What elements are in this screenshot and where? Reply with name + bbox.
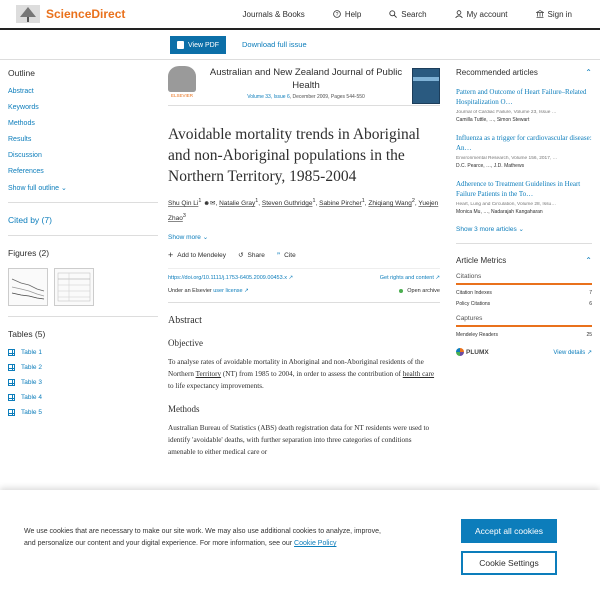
view-pdf-button[interactable]	[170, 36, 226, 54]
figure-thumbnail-1[interactable]	[8, 268, 48, 306]
recommended-title: Recommended articles	[456, 68, 538, 77]
cookie-banner	[0, 490, 600, 600]
figure-thumbnail-2[interactable]	[54, 268, 94, 306]
article-main	[168, 66, 440, 458]
table-link-label: Table 3	[21, 379, 42, 386]
elsevier-logo[interactable]	[168, 66, 196, 100]
elsevier-tree-icon	[168, 66, 196, 92]
author-link[interactable]	[219, 200, 255, 207]
doi-link[interactable]	[168, 275, 293, 281]
plumx-icon	[456, 348, 464, 356]
author-name: Shu Qin Li	[168, 200, 199, 208]
objective-text: (NT) from 1985 to 2004, in order to assess the contribution of	[221, 370, 403, 379]
outline-item-methods[interactable]: Methods	[8, 120, 35, 127]
author-affiliation: 1	[312, 198, 316, 204]
publisher-name: ELSEVIER	[170, 93, 193, 98]
license-row	[168, 288, 440, 303]
metric-label: Citation Indexes	[456, 290, 492, 296]
cited-by-link[interactable]: Cited by (7)	[8, 215, 52, 225]
abstract-heading: Abstract	[168, 315, 202, 327]
outline-item-discussion[interactable]: Discussion	[8, 152, 42, 159]
doi-row	[168, 268, 440, 281]
show-full-outline-label: Show full outline	[8, 185, 59, 192]
objective-text: to life expectancy improvements.	[168, 382, 264, 391]
outline-item-results[interactable]: Results	[8, 136, 32, 143]
cite-button[interactable]	[277, 250, 296, 260]
captures-category: Captures	[456, 315, 592, 327]
table-link-label: Table 5	[21, 409, 42, 416]
outline-item-keywords[interactable]: Keywords	[8, 104, 39, 111]
view-details-link[interactable]	[553, 349, 592, 356]
search-icon	[389, 10, 397, 18]
user-license-text: user license	[213, 288, 243, 295]
plumx-row	[456, 348, 592, 356]
health-care-term-link[interactable]: health care	[402, 370, 435, 379]
table-link-label: Table 4	[21, 394, 42, 401]
outline-title: Outline	[8, 68, 35, 78]
divider	[8, 202, 158, 203]
rights-link[interactable]	[380, 275, 440, 281]
author-affiliation: 2	[411, 198, 415, 204]
author-affiliation: 1	[361, 198, 365, 204]
metrics-title: Article Metrics	[456, 256, 507, 265]
author-list: Shu Qin Li$^1$ ☻✉, Natalie Gray$^1$, Steven Guthridge$^1$, Sabine Pircher$^1$, Zhiqiang Wang$^2$, Yuejen Zhao$^3$	[168, 198, 439, 223]
figures-title: Figures (2)	[8, 248, 50, 258]
objective-heading: Objective	[168, 338, 203, 349]
methods-paragraph: Australian Bureau of Statistics (ABS) death registration data for NT residents were used to identify 'avoidable' deaths, with further separation into three categories of conditions amenable to either medical care or	[168, 424, 430, 457]
author-affiliation: 1	[255, 198, 259, 204]
recommended-article-journal: Heart, Lung and Circulation, Volume 28, Issu…	[456, 202, 556, 207]
sign-in-label: Sign in	[547, 9, 572, 19]
journal-info	[196, 66, 440, 105]
metric-label: Mendeley Readers	[456, 332, 498, 338]
metric-label: Policy Citations	[456, 301, 491, 307]
accept-all-cookies-button[interactable]: Accept all cookies	[461, 519, 557, 543]
objective-paragraph	[168, 356, 440, 392]
user-license-link[interactable]	[213, 288, 249, 294]
metric-value: 7	[589, 290, 592, 296]
table-thumbnail-icon	[55, 269, 93, 305]
right-sidebar	[456, 68, 592, 356]
tables-title: Tables (5)	[8, 329, 46, 339]
recommended-article	[456, 133, 592, 169]
brand-logo[interactable]: ScienceDirect	[46, 7, 126, 21]
metric-row	[456, 301, 592, 307]
share-label: Share	[247, 251, 265, 259]
cite-label: Cite	[284, 251, 296, 259]
recommended-article-title[interactable]: Pattern and Outcome of Heart Failure–Related Hospitalization O…	[456, 88, 587, 106]
search-label: Search	[401, 9, 427, 19]
author-name: Zhiqiang Wang	[368, 200, 412, 208]
chevron-up-icon: ⌃	[585, 256, 592, 265]
table-link-label: Table 2	[21, 364, 42, 371]
cookie-settings-button[interactable]: Cookie Settings	[461, 551, 557, 575]
pdf-icon	[177, 41, 184, 49]
person-icon: ☻	[203, 200, 211, 208]
table-link-1[interactable]	[8, 349, 158, 356]
recommended-article-authors: D.C. Pearce, …, J.D. Mathews	[456, 163, 525, 169]
search-link[interactable]	[389, 10, 440, 19]
quote-icon: ”	[276, 251, 281, 259]
recommended-header[interactable]	[456, 68, 592, 77]
divider	[8, 316, 158, 317]
share-button[interactable]	[238, 250, 265, 260]
outline-item-references[interactable]: References	[8, 168, 44, 175]
figure-thumbnails	[8, 268, 158, 306]
journals-books-link[interactable]	[243, 10, 319, 19]
author-name: Sabine Pircher	[319, 200, 362, 208]
help-link[interactable]	[333, 10, 375, 19]
table-link-label: Table 1	[21, 349, 42, 356]
recommended-article-journal: Journal of Cardiac Failure, Volume 23, Issue …	[456, 110, 557, 115]
open-archive-badge	[399, 288, 440, 294]
rights-text: Get rights and content	[379, 275, 434, 282]
objective-text: To analyse rates of avoidable mortality in Aboriginal and non-Aboriginal residents of the Northern	[168, 358, 424, 379]
external-link-icon: ↗	[242, 288, 249, 295]
external-link-icon: ↗	[286, 275, 294, 282]
table-link-4[interactable]	[8, 394, 158, 401]
chevron-down-icon: ⌄	[60, 185, 67, 192]
journal-cover-image[interactable]	[412, 68, 440, 104]
cookie-policy-link[interactable]: Cookie Policy	[294, 540, 337, 547]
divider	[8, 235, 158, 236]
table-link-5[interactable]	[8, 409, 158, 416]
top-header	[0, 0, 600, 30]
recommended-article-journal: Environmental Research, Volume 156, 2017, …	[456, 156, 558, 161]
article-tools	[168, 250, 440, 260]
my-account-label: My account	[466, 9, 508, 19]
methods-heading: Methods	[168, 404, 200, 415]
tables-list	[8, 349, 158, 416]
add-to-mendeley-button[interactable]	[168, 250, 226, 260]
institution-icon	[536, 10, 544, 18]
view-details-label: View details	[553, 349, 586, 356]
journal-header	[168, 66, 440, 106]
author-name: Yuejen Zhao	[168, 200, 439, 223]
journals-books-label: Journals & Books	[242, 9, 305, 19]
doi-text: https://doi.org/10.1111/j.1753-6405.2009.00453.x	[168, 275, 287, 282]
download-full-issue-link[interactable]: Download full issue	[242, 40, 307, 49]
author-link[interactable]	[368, 200, 411, 207]
metrics-header[interactable]	[456, 256, 592, 265]
add-to-mendeley-label: Add to Mendeley	[177, 251, 227, 259]
show-more-label: Show more	[168, 234, 201, 242]
author-name: Steven Guthridge	[261, 200, 313, 208]
license-prefix: Under an Elsevier	[168, 288, 214, 295]
cookie-message: We use cookies that are necessary to make our site work. We may also use additional cookies to analyze, improve, and personalize our content and your digital experience. For more information, see our	[24, 528, 381, 547]
plumx-logo	[456, 348, 489, 356]
journal-title[interactable]: Australian and New Zealand Journal of Public Health	[209, 67, 403, 91]
recommended-article-authors: Monica Mu, …, Nadarajah Kangaharan	[456, 209, 543, 215]
chevron-down-icon: ⌄	[202, 234, 209, 242]
table-icon	[8, 379, 15, 386]
left-sidebar	[8, 68, 158, 424]
table-icon	[8, 349, 15, 356]
open-access-icon	[399, 289, 403, 293]
divider	[456, 243, 592, 244]
open-archive-label: Open archive	[407, 288, 440, 295]
show-more-articles-label: Show 3 more articles	[456, 226, 517, 233]
metric-row	[456, 290, 592, 296]
metric-value: 25	[586, 332, 592, 338]
recommended-article-title[interactable]: Influenza as a trigger for cardiovascular disease: An…	[456, 134, 592, 152]
metric-row	[456, 332, 592, 338]
citations-category: Citations	[456, 273, 592, 285]
author-link[interactable]	[261, 198, 316, 208]
elsevier-tree-logo-icon[interactable]	[16, 5, 40, 23]
table-icon	[8, 394, 15, 401]
plus-icon: +	[168, 250, 174, 261]
metric-value: 6	[589, 301, 592, 307]
author-link[interactable]	[168, 200, 198, 207]
journal-meta-rest: , December 2009, Pages 544-550	[289, 94, 365, 100]
author-link[interactable]	[319, 200, 362, 207]
territory-term-link[interactable]: Territory	[195, 370, 222, 379]
show-more-articles-button[interactable]	[456, 225, 592, 233]
author-affiliation: 3	[182, 213, 186, 220]
author-affiliation: 1	[198, 198, 202, 204]
svg-text:?: ?	[335, 12, 339, 18]
outline-item-abstract[interactable]: Abstract	[8, 88, 34, 95]
sign-in-link[interactable]	[536, 10, 586, 19]
plumx-label: PLUMX	[466, 348, 489, 356]
table-icon	[8, 364, 15, 371]
external-link-icon: ↗	[585, 349, 592, 356]
chevron-down-icon: ⌄	[518, 226, 524, 233]
table-link-3[interactable]	[8, 379, 158, 386]
line-chart-thumbnail-icon	[9, 269, 47, 305]
cover-stripe	[413, 77, 439, 81]
table-link-2[interactable]	[8, 364, 158, 371]
author-name: Natalie Gray	[219, 200, 256, 208]
chevron-up-icon: ⌃	[585, 68, 592, 77]
recommended-article	[456, 87, 592, 123]
view-pdf-label: View PDF	[188, 41, 219, 49]
header-nav	[243, 0, 600, 28]
external-link-icon: ↗	[433, 275, 440, 282]
show-more-button[interactable]	[168, 233, 440, 241]
share-icon: ↺	[238, 252, 244, 260]
article-action-bar	[0, 30, 600, 60]
recommended-article-title[interactable]: Adherence to Treatment Guidelines in Heart Failure Patients in the To…	[456, 180, 581, 198]
table-icon	[8, 409, 15, 416]
license-text	[168, 288, 249, 294]
journal-meta	[202, 94, 410, 100]
help-icon	[333, 10, 341, 18]
outline-list	[8, 88, 158, 175]
show-full-outline-button[interactable]	[8, 184, 158, 192]
article-title: Avoidable mortality trends in Aboriginal and non-Aboriginal populations in the Northern Territory, 1985-2004	[168, 126, 420, 185]
volume-issue-link[interactable]: Volume 33, Issue 6	[247, 94, 290, 100]
user-icon	[455, 10, 463, 18]
cookie-text	[24, 526, 384, 550]
help-label: Help	[344, 9, 362, 19]
recommended-article	[456, 179, 592, 215]
email-icon[interactable]: ✉	[210, 200, 216, 208]
my-account-link[interactable]	[455, 10, 522, 19]
recommended-article-authors: Camilla Tuttle, …, Simon Stewart	[456, 117, 530, 123]
